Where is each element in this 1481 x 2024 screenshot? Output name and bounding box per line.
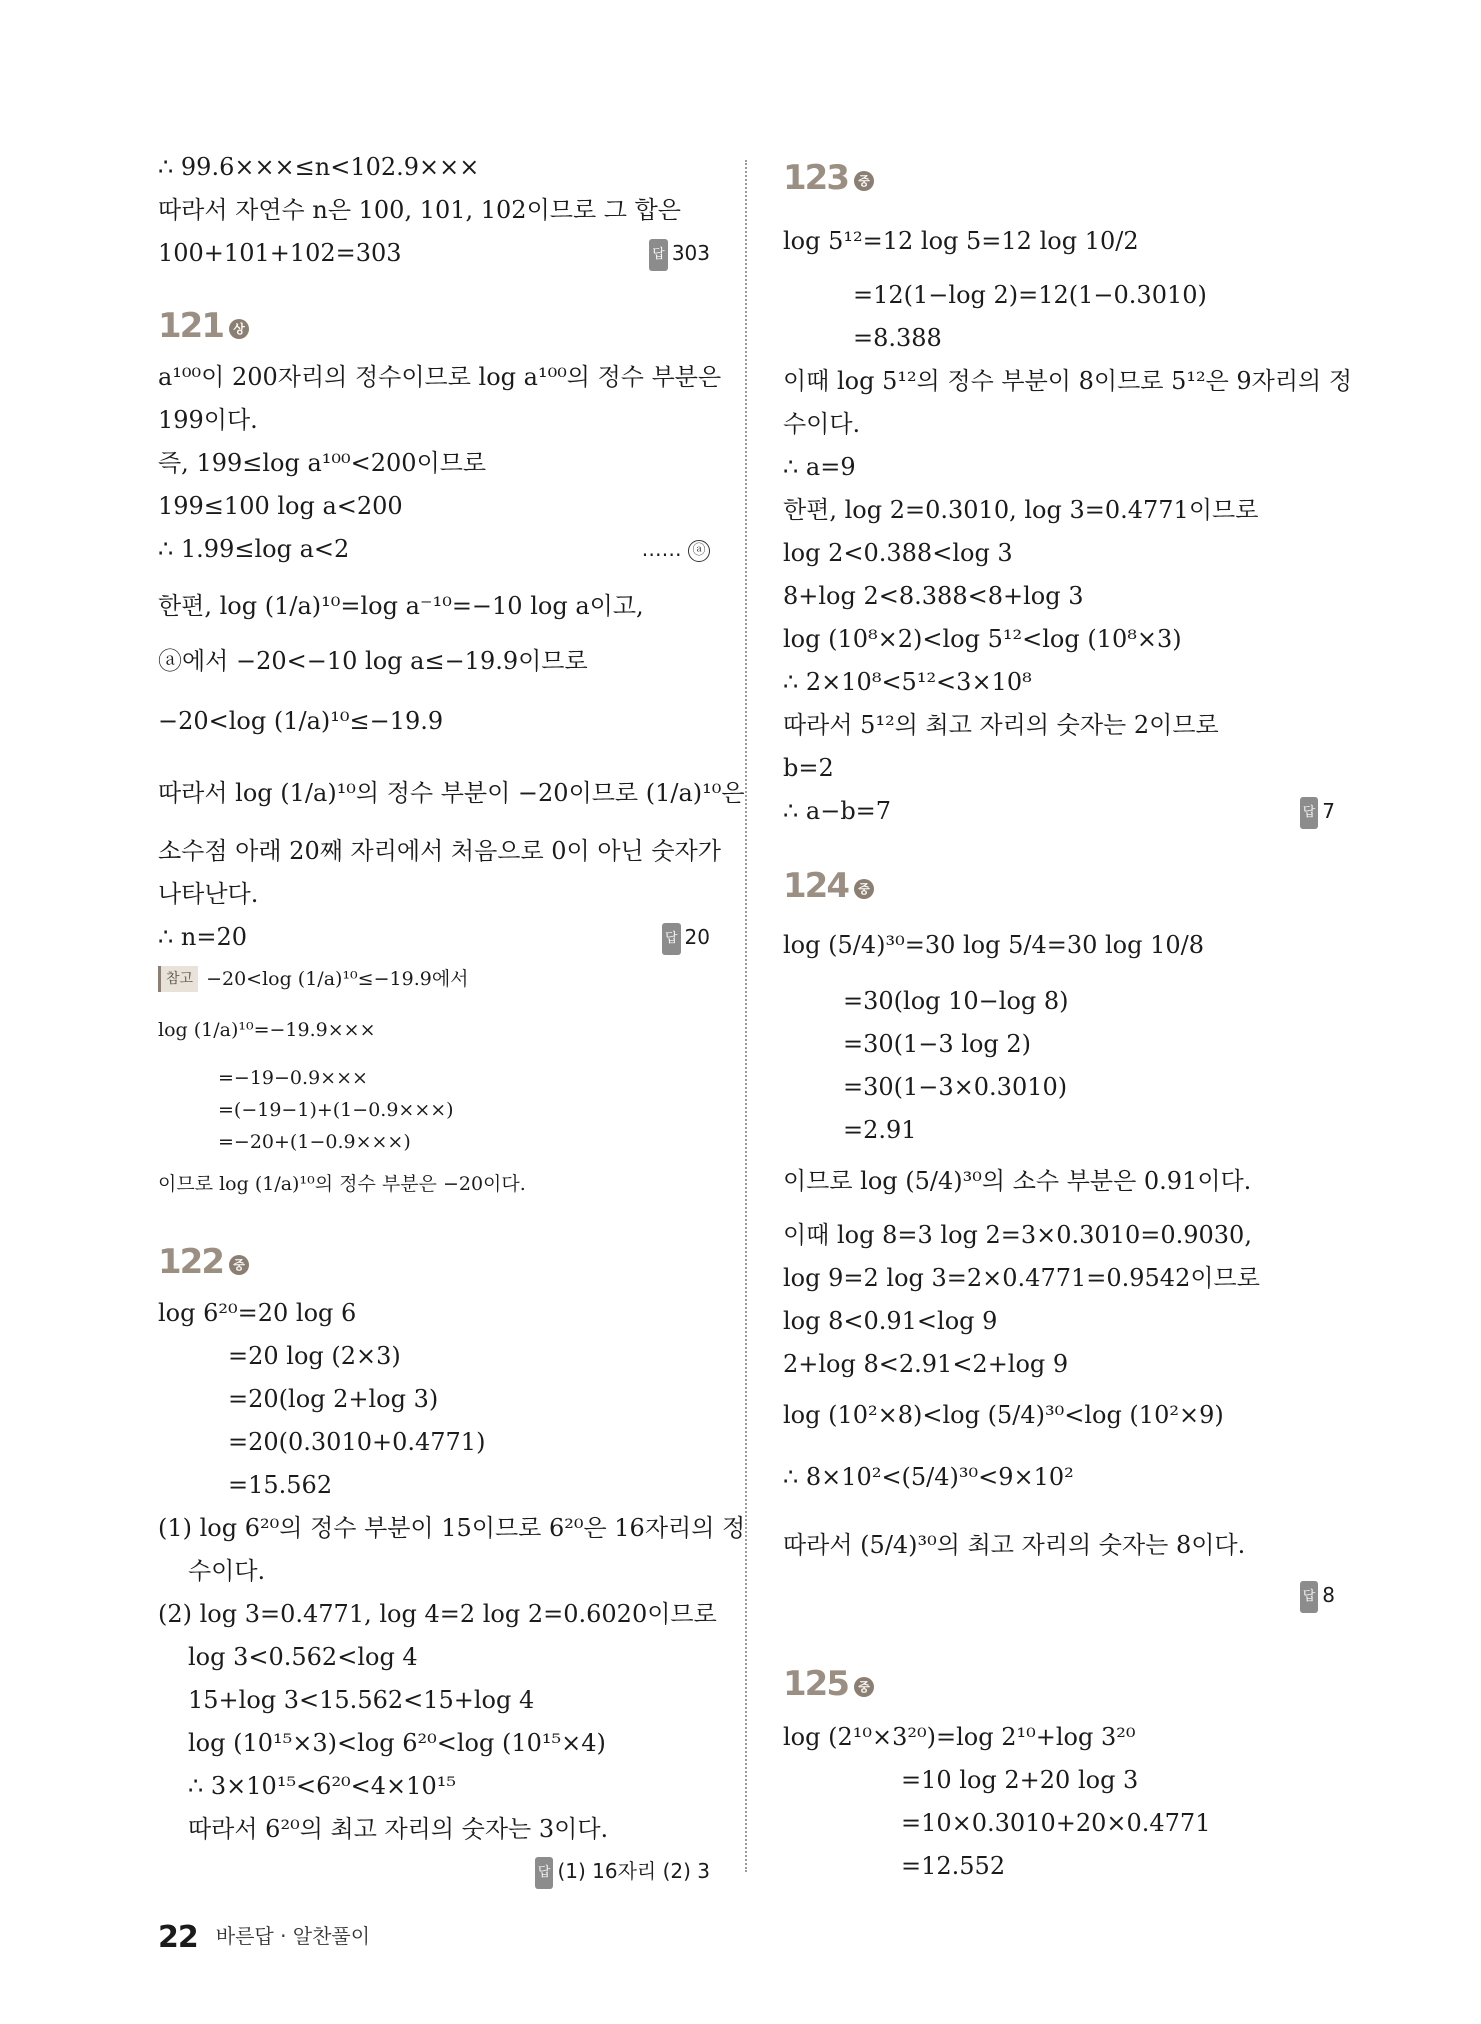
- answer-label: 답: [1300, 1581, 1319, 1613]
- problem-number-125: 125 중: [783, 1664, 874, 1704]
- note-tag: 참고: [158, 966, 198, 992]
- text-line: =20(log 2+log 3): [228, 1385, 439, 1413]
- text-line: log 5¹²=12 log 5=12 log 10/2: [783, 227, 1139, 255]
- text-line: =15.562: [228, 1471, 333, 1499]
- problem-number-123: 123 중: [783, 158, 874, 198]
- difficulty-badge: 중: [854, 171, 874, 191]
- text-line: ∴ 99.6×××≤n<102.9×××: [158, 153, 480, 181]
- text-line: log (5/4)³⁰=30 log 5/4=30 log 10/8: [783, 931, 1205, 959]
- circled-marker: ⓐ: [688, 540, 710, 562]
- difficulty-badge: 중: [854, 879, 874, 899]
- text-line: 한편, log (1/a)¹⁰=log a⁻¹⁰=−10 log a이고,: [158, 592, 644, 620]
- text-line: 100+101+102=303: [158, 239, 402, 267]
- answer-label: 답: [662, 923, 681, 955]
- text-line: a¹⁰⁰이 200자리의 정수이므로 log a¹⁰⁰의 정수 부분은: [158, 363, 722, 391]
- text-line: =12.552: [901, 1852, 1006, 1880]
- equation-marker: …… ⓐ: [642, 534, 710, 564]
- text-line: =30(log 10−log 8): [843, 987, 1069, 1015]
- difficulty-badge: 중: [854, 1677, 874, 1697]
- text-line: 199이다.: [158, 406, 258, 434]
- text-line: log (10¹⁵×3)<log 6²⁰<log (10¹⁵×4): [188, 1729, 606, 1757]
- text-line: ∴ 1.99≤log a<2: [158, 535, 350, 563]
- text-line: ∴ 3×10¹⁵<6²⁰<4×10¹⁵: [188, 1772, 456, 1800]
- text-line: =20 log (2×3): [228, 1342, 401, 1370]
- text-line: =30(1−3×0.3010): [843, 1073, 1068, 1101]
- difficulty-badge: 상: [229, 319, 249, 339]
- text-line: =10×0.3010+20×0.4771: [901, 1809, 1211, 1837]
- text-line: 199≤100 log a<200: [158, 492, 403, 520]
- text-line: 수이다.: [783, 410, 861, 438]
- problem-number-124: 124 중: [783, 866, 874, 906]
- text-line: 15+log 3<15.562<15+log 4: [188, 1686, 535, 1714]
- page-footer: [158, 1920, 370, 1955]
- text-line: 소수점 아래 20째 자리에서 처음으로 0이 아닌 숫자가: [158, 837, 721, 865]
- text-line: ∴ 2×10⁸<5¹²<3×10⁸: [783, 668, 1032, 696]
- text-line: 따라서 자연수 n은 100, 101, 102이므로 그 합은: [158, 196, 681, 224]
- note-line: =−19−0.9×××: [218, 1067, 368, 1089]
- text-line: 따라서 (5/4)³⁰의 최고 자리의 숫자는 8이다.: [783, 1531, 1246, 1559]
- text-line: 나타난다.: [158, 880, 259, 908]
- text-line: ∴ n=20: [158, 923, 248, 951]
- text-line: (1) log 6²⁰의 정수 부분이 15이므로 6²⁰은 16자리의 정: [158, 1514, 746, 1542]
- text-line: =8.388: [853, 324, 942, 352]
- text-line: =12(1−log 2)=12(1−0.3010): [853, 281, 1207, 309]
- note-line: =(−19−1)+(1−0.9×××): [218, 1099, 454, 1121]
- text-line: 따라서 5¹²의 최고 자리의 숫자는 2이므로: [783, 711, 1219, 739]
- answer-303: 답 303: [649, 238, 710, 271]
- text-line: log 3<0.562<log 4: [188, 1643, 418, 1671]
- text-line: 즉, 199≤log a¹⁰⁰<200이므로: [158, 449, 487, 477]
- text-line: 이때 log 5¹²의 정수 부분이 8이므로 5¹²은 9자리의 정: [783, 367, 1353, 395]
- text-line: 이므로 log (5/4)³⁰의 소수 부분은 0.91이다.: [783, 1167, 1252, 1195]
- text-line: ∴ a=9: [783, 453, 856, 481]
- note-line: 이므로 log (1/a)¹⁰의 정수 부분은 −20이다.: [158, 1173, 526, 1195]
- answer-label: 답: [1300, 797, 1319, 829]
- problem-number-121: 121 상: [158, 306, 249, 346]
- answer-8: 답 8: [1300, 1580, 1335, 1613]
- text-line: −20<log (1/a)¹⁰≤−19.9: [158, 707, 444, 735]
- text-line: 한편, log 2=0.3010, log 3=0.4771이므로: [783, 496, 1259, 524]
- text-line: 따라서 6²⁰의 최고 자리의 숫자는 3이다.: [188, 1815, 609, 1843]
- text-line: =30(1−3 log 2): [843, 1030, 1032, 1058]
- text-line: log 6²⁰=20 log 6: [158, 1299, 357, 1327]
- text-line: 수이다.: [188, 1557, 266, 1585]
- text-line: log (2¹⁰×3²⁰)=log 2¹⁰+log 3²⁰: [783, 1723, 1136, 1751]
- note-line: 참고 −20<log (1/a)¹⁰≤−19.9에서: [158, 966, 469, 992]
- text-line: ⓐ에서 −20<−10 log a≤−19.9이므로: [158, 647, 588, 675]
- text-line: 이때 log 8=3 log 2=3×0.3010=0.9030,: [783, 1221, 1252, 1249]
- text-line: b=2: [783, 754, 834, 782]
- book-section-title: 바른답 · 알찬풀이: [215, 1924, 371, 1948]
- answer-122: 답 (1) 16자리 (2) 3: [535, 1856, 710, 1889]
- text-line: =2.91: [843, 1116, 917, 1144]
- answer-label: 답: [535, 1857, 554, 1889]
- problem-number-122: 122 중: [158, 1242, 249, 1282]
- text-line: log 8<0.91<log 9: [783, 1307, 998, 1335]
- answer-label: 답: [649, 239, 668, 271]
- text-line: 2+log 8<2.91<2+log 9: [783, 1350, 1069, 1378]
- text-line: log 2<0.388<log 3: [783, 539, 1013, 567]
- text-line: =10 log 2+20 log 3: [901, 1766, 1139, 1794]
- note-line: log (1/a)¹⁰=−19.9×××: [158, 1019, 376, 1041]
- text-line: log 9=2 log 3=2×0.4771=0.9542이므로: [783, 1264, 1260, 1292]
- text-line: 8+log 2<8.388<8+log 3: [783, 582, 1084, 610]
- note-line: =−20+(1−0.9×××): [218, 1131, 411, 1153]
- text-line: ∴ 8×10²<(5/4)³⁰<9×10²: [783, 1463, 1074, 1491]
- answer-7: 답 7: [1300, 796, 1335, 829]
- answer-20: 답 20: [662, 922, 710, 955]
- difficulty-badge: 중: [229, 1255, 249, 1275]
- text-line: ∴ a−b=7: [783, 797, 892, 825]
- text-line: =20(0.3010+0.4771): [228, 1428, 486, 1456]
- text-line: (2) log 3=0.4771, log 4=2 log 2=0.6020이므로: [158, 1600, 717, 1628]
- text-line: log (10²×8)<log (5/4)³⁰<log (10²×9): [783, 1401, 1224, 1429]
- page-number: 22: [158, 1920, 198, 1955]
- text-line: log (10⁸×2)<log 5¹²<log (10⁸×3): [783, 625, 1182, 653]
- text-line: 따라서 log (1/a)¹⁰의 정수 부분이 −20이므로 (1/a)¹⁰은: [158, 779, 745, 807]
- column-divider: [745, 160, 747, 1872]
